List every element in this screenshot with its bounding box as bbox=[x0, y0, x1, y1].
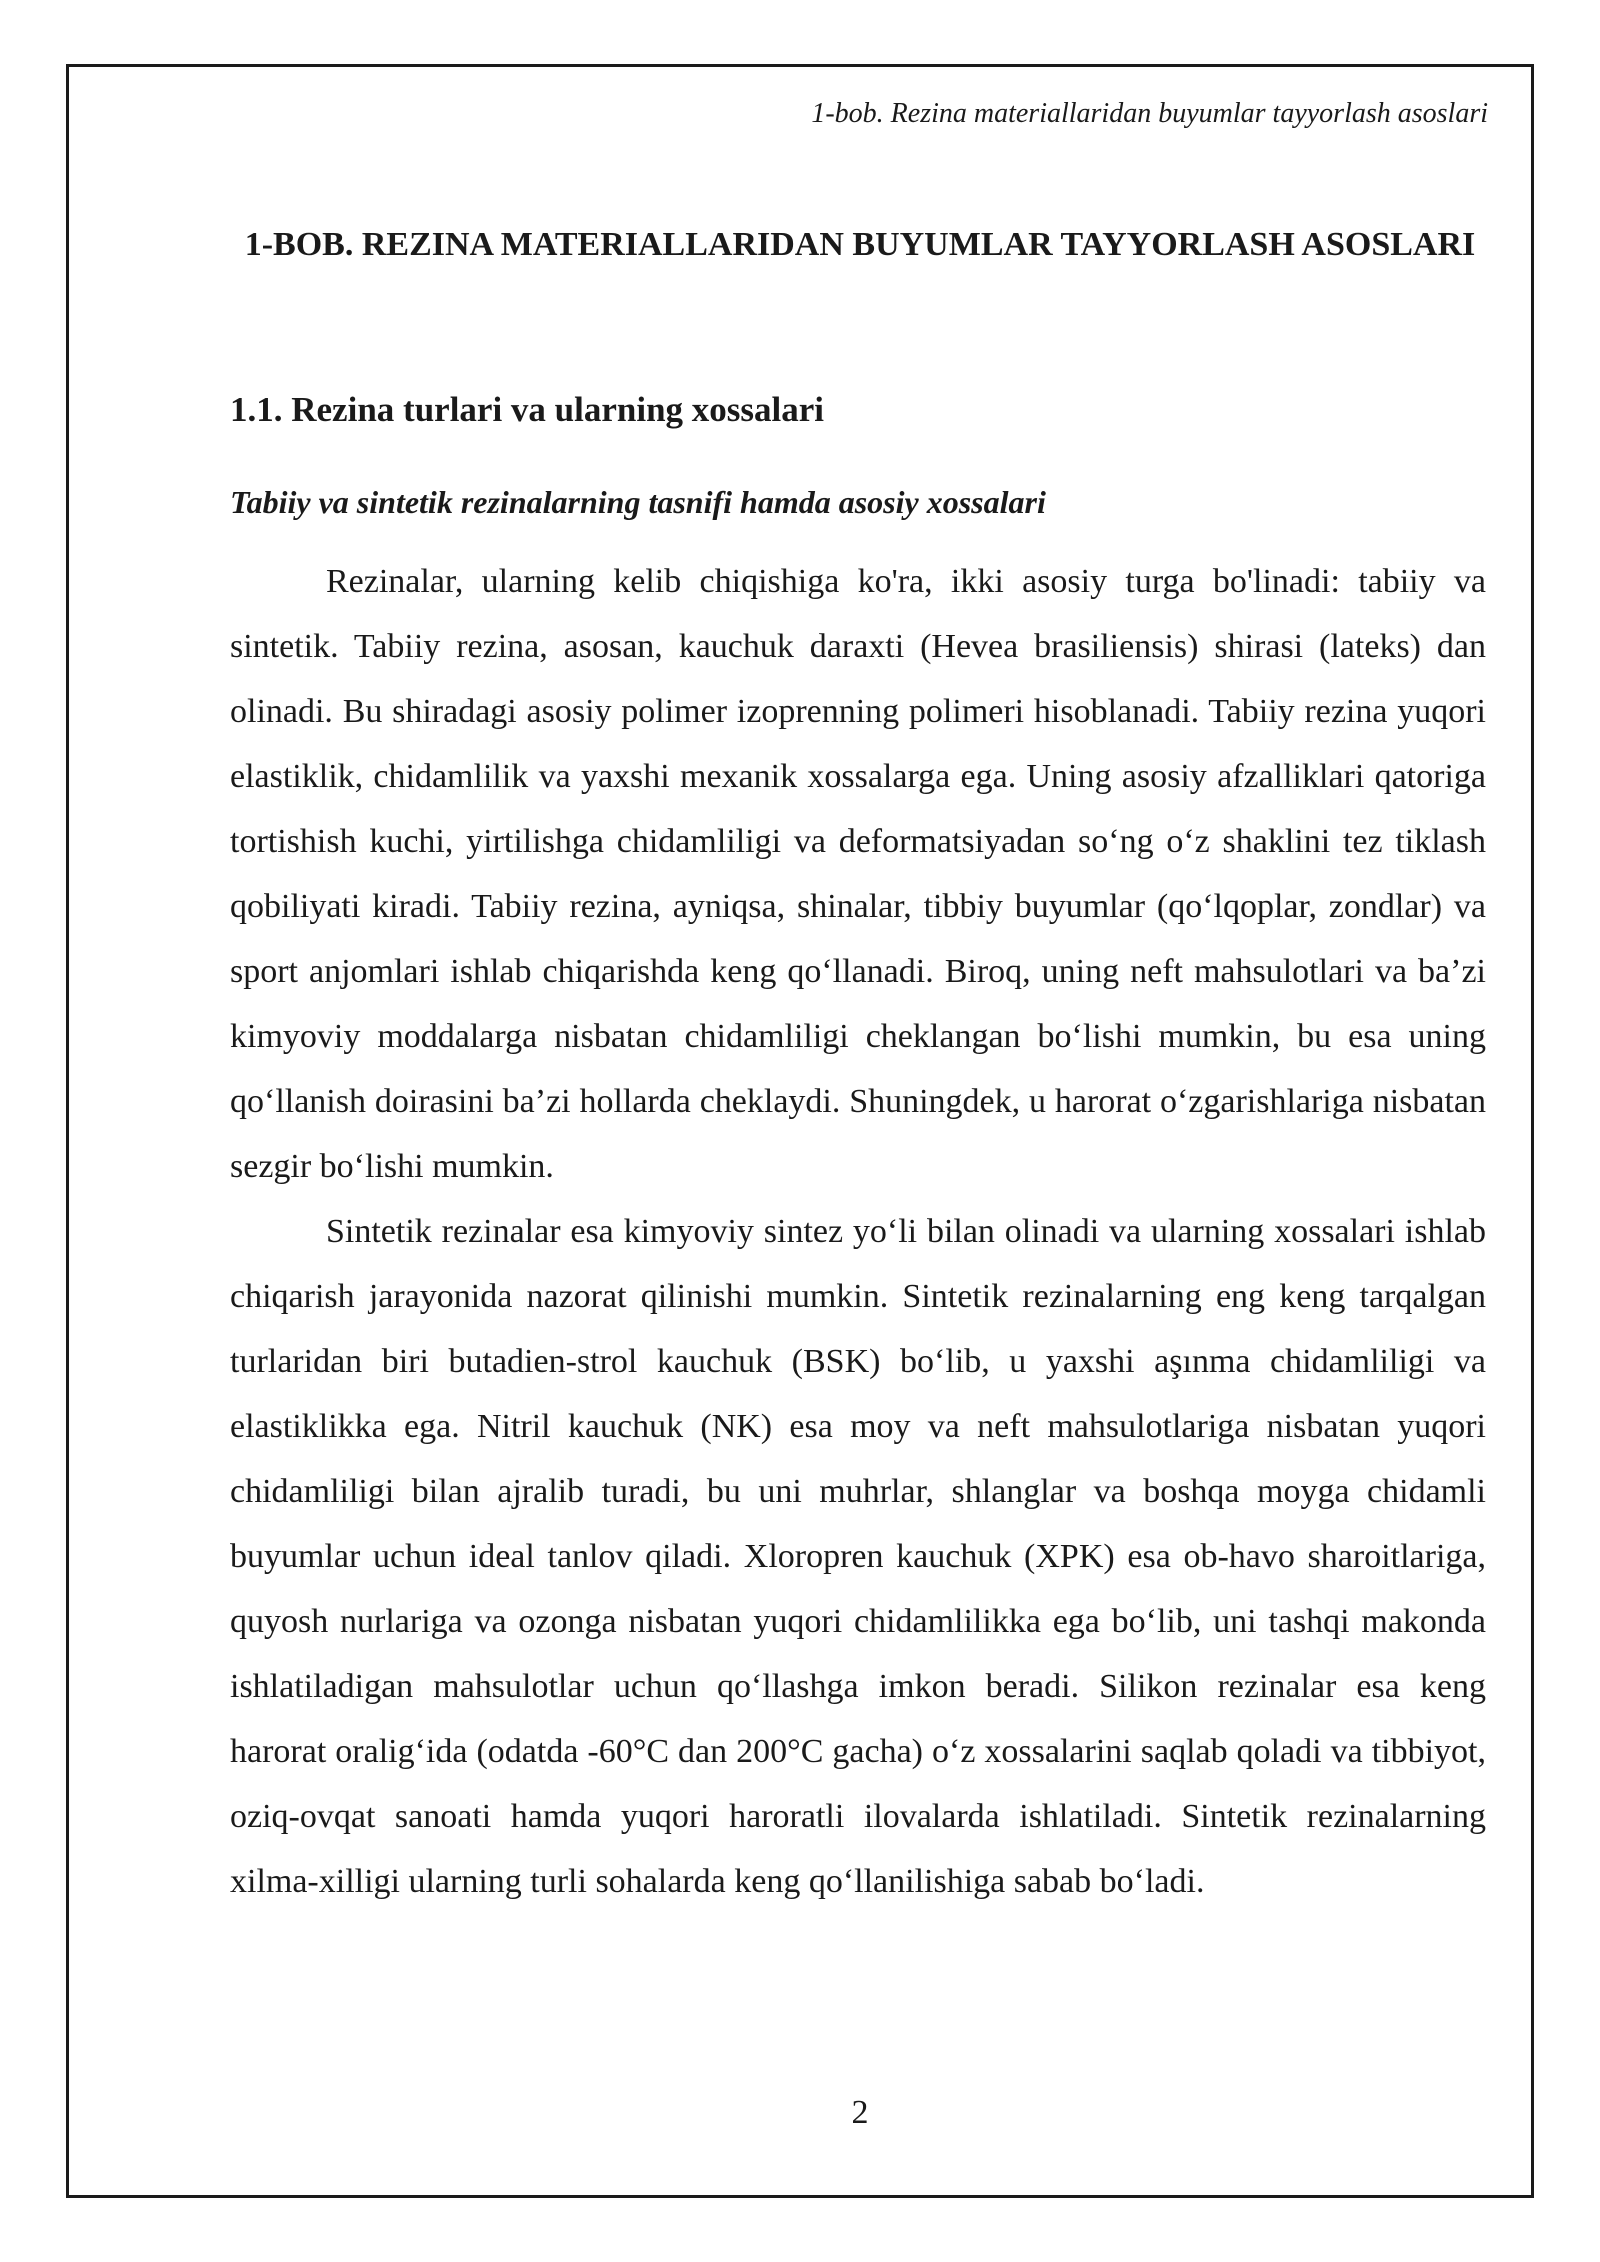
subsection-title: Tabiiy va sintetik rezinalarning tasnifi hamda asosiy xossalari bbox=[230, 484, 1046, 520]
paragraph-synthetic-rubber: Sintetik rezinalar esa kimyoviy sintez yo‘li bilan olinadi va ularning xossalari ishlab chiqarish jarayonida nazorat qilinishi mumkin. Sintetik rezinalarning eng keng tarqalgan turlaridan biri butadien-strol kauchuk (BSK) bo‘lib, u yaxshi aşınma chidamliligi va elastiklikka ega. Nitril kauchuk (NK) esa moy va neft mahsulotlariga nisbatan yuqori chidamliligi bilan ajralib turadi, bu uni muhrlar, shlanglar va boshqa moyga chidamli buyumlar uchun ideal tanlov qiladi. Xloropren kauchuk (XPK) esa ob-havo sharoitlariga, quyosh nurlariga va ozonga nisbatan yuqori chidamlilikka ega bo‘lib, uni tashqi makonda ishlatiladigan mahsulotlar uchun qo‘llashga imkon beradi. Silikon rezinalar esa keng harorat oralig‘ida (odatda -60°C dan 200°C gacha) o‘z xossalarini saqlab qoladi va tibbiyot, oziq-ovqat sanoati hamda yuqori haroratli ilovalarda ishlatiladi. Sintetik rezinalarning xilma-xilligi ularning turli sohalarda keng qo‘llanilishiga sabab bo‘ladi. bbox=[230, 1213, 1486, 1900]
section-title: 1.1. Rezina turlari va ularning xossalari bbox=[230, 390, 825, 429]
paragraph-natural-rubber: Rezinalar, ularning kelib chiqishiga ko'ra, ikki asosiy turga bo'linadi: tabiiy va sintetik. Tabiiy rezina, asosan, kauchuk daraxti (Hevea brasiliensis) shirasi (lateks) dan olinadi. Bu shiradagi asosiy polimer izoprenning polimeri hisoblanadi. Tabiiy rezina yuqori elastiklik, chidamlilik va yaxshi mexanik xossalarga ega. Uning asosiy afzalliklari qatoriga tortishish kuchi, yirtilishga chidamliligi va deformatsiyadan so‘ng o‘z shaklini tez tiklash qobiliyati kiradi. Tabiiy rezina, ayniqsa, shinalar, tibbiy buyumlar (qo‘lqoplar, zondlar) va sport anjomlari ishlab chiqarishda keng qo‘llanadi. Biroq, uning neft mahsulotlari va ba’zi kimyoviy moddalarga nisbatan chidamliligi cheklangan bo‘lishi mumkin, bu esa uning qo‘llanish doirasini ba’zi hollarda cheklaydi. Shuningdek, u harorat o‘zgarishlariga nisbatan sezgir bo‘lishi mumkin. bbox=[230, 563, 1486, 1185]
chapter-title: 1-BOB. REZINA MATERIALLARIDAN BUYUMLAR TAYYORLASH ASOSLARI bbox=[244, 226, 1476, 263]
running-header: 1-bob. Rezina materiallaridan buyumlar tayyorlash asoslari bbox=[811, 98, 1488, 129]
page-number: 2 bbox=[851, 2094, 869, 2131]
body-text bbox=[230, 549, 1486, 1914]
